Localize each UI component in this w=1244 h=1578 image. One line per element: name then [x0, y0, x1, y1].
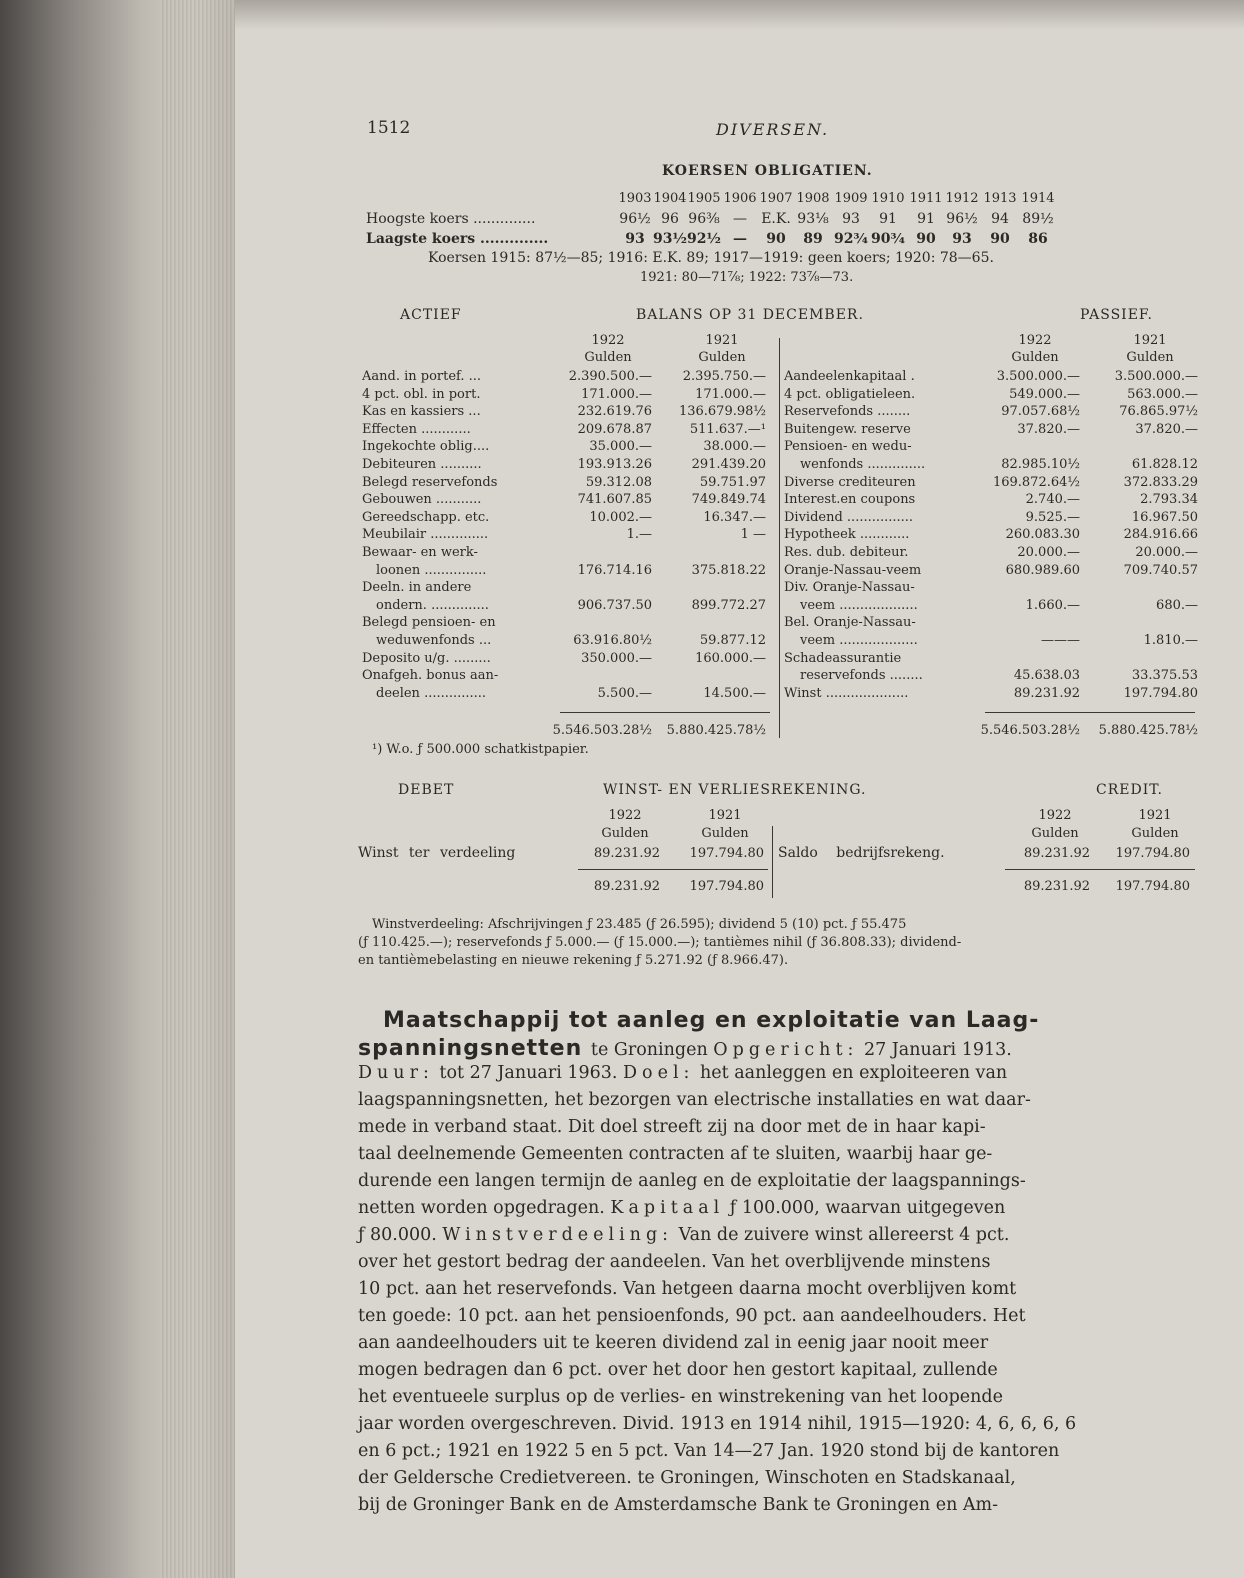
company-text-span: ten goede: 10 pct. aan het pensioenfonds, 90 pct. aan aandeelhouders. Het — [358, 1306, 1026, 1326]
company-text-line — [358, 1306, 1026, 1326]
company-text-line — [358, 1063, 1007, 1083]
passief-value-1921: 33.375.53 — [1131, 668, 1198, 683]
laagste-cell: 92¾ — [833, 231, 869, 247]
company-text-span: laagspanningsnetten, het bezorgen van electrische installaties en wat daar- — [358, 1090, 1031, 1110]
passief-label: reservefonds ........ — [800, 668, 923, 683]
year-cell: 1907 — [759, 191, 793, 206]
passief-value-1922: 9.525.— — [1025, 510, 1080, 525]
company-text-span: Van de zuivere winst allereerst 4 pct. — [673, 1225, 1010, 1245]
passief-year-a: 1922 — [1018, 333, 1052, 348]
passief-value-1922: 260.083.30 — [1005, 527, 1080, 542]
year-cell: 1904 — [653, 191, 687, 206]
page-top-shadow — [235, 0, 1244, 30]
laagste-cell: 90 — [916, 231, 936, 247]
laagste-cell: 93 — [625, 231, 645, 247]
actief-label: Gereedschapp. etc. — [362, 510, 490, 525]
passief-value-1921: 61.828.12 — [1131, 457, 1198, 472]
actief-year-b: 1921 — [705, 333, 739, 348]
passief-value-1921: 37.820.— — [1135, 422, 1198, 437]
actief-value-1922: 171.000.— — [581, 387, 652, 402]
actief-value-1921: 136.679.98½ — [678, 404, 766, 419]
passief-total-b: 5.880.425.78½ — [1098, 723, 1198, 738]
running-title: DIVERSEN. — [716, 120, 830, 139]
hoogste-cell: 91 — [879, 211, 897, 227]
laagste-label: Laagste koers .............. — [366, 231, 549, 247]
passief-value-1922: 1.660.— — [1025, 598, 1080, 613]
laagste-cell: 90 — [990, 231, 1010, 247]
winst-divider — [772, 826, 773, 898]
koersen-title: KOERSEN OBLIGATIEN. — [662, 163, 873, 179]
credit-total-a: 89.231.92 — [1023, 879, 1090, 894]
actief-value-1922: 1.— — [626, 527, 652, 542]
credit-row-label: Saldo bedrijfsrekeng. — [778, 845, 945, 861]
actief-unit-b: Gulden — [698, 350, 746, 365]
actief-value-1921: 14.500.— — [703, 686, 766, 701]
laagste-cell: 93 — [952, 231, 972, 247]
actief-label: ondern. .............. — [376, 598, 489, 613]
debet-unit-b: Gulden — [701, 826, 749, 841]
passief-total-rule — [985, 712, 1195, 713]
actief-year-a: 1922 — [591, 333, 625, 348]
passief-label: 4 pct. obligatieleen. — [784, 387, 916, 402]
passief-label: Bel. Oranje-Nassau- — [784, 615, 916, 630]
actief-label: Effecten ............ — [362, 422, 471, 437]
passief-label: Hypotheek ............ — [784, 527, 910, 542]
actief-label: Deposito u/g. ......... — [362, 651, 491, 666]
company-text-span: Opgericht: — [713, 1040, 859, 1060]
passief-value-1922: 3.500.000.— — [996, 369, 1080, 384]
company-text-span: mogen bedragen dan 6 pct. over het door hen gestort kapitaal, zullende — [358, 1360, 998, 1380]
actief-value-1922: 232.619.76 — [577, 404, 652, 419]
passief-label: Dividend ................ — [784, 510, 914, 525]
company-text-span: het aanleggen en exploiteeren van — [694, 1063, 1008, 1083]
company-text-span: taal deelnemende Gemeenten contracten af te sluiten, waarbij haar ge- — [358, 1144, 993, 1164]
year-cell: 1913 — [983, 191, 1017, 206]
passief-value-1921: 284.916.66 — [1123, 527, 1198, 542]
debet-year-b: 1921 — [708, 808, 742, 823]
actief-value-1921: 375.818.22 — [691, 563, 766, 578]
credit-year-a: 1922 — [1038, 808, 1072, 823]
passief-value-1921: 2.793.34 — [1140, 492, 1198, 507]
passief-label: Div. Oranje-Nassau- — [784, 580, 915, 595]
actief-label: Aand. in portef. ... — [362, 369, 482, 384]
actief-label: 4 pct. obl. in port. — [362, 387, 481, 402]
year-cell: 1914 — [1021, 191, 1055, 206]
winstverdeeling-line-1: Winstverdeeling: Afschrijvingen ƒ 23.485 (ƒ 26.595); dividend 5 (10) pct. ƒ 55.475 — [372, 917, 907, 932]
actief-value-1921: 59.877.12 — [699, 633, 766, 648]
company-text-span: Kapitaal — [610, 1198, 725, 1218]
company-text-span: het eventueele surplus op de verlies- en winstrekening van het loopende — [358, 1387, 1003, 1407]
passief-value-1922: 89.231.92 — [1013, 686, 1080, 701]
passief-value-1921: 76.865.97½ — [1119, 404, 1198, 419]
debet-unit-a: Gulden — [601, 826, 649, 841]
actief-label: Onafgeh. bonus aan- — [362, 668, 499, 683]
credit-row-a: 89.231.92 — [1023, 846, 1090, 861]
actief-value-1921: 291.439.20 — [691, 457, 766, 472]
company-text-span: ƒ 80.000. — [358, 1225, 443, 1245]
passief-value-1922: 97.057.68½ — [1001, 404, 1080, 419]
page-number: 1512 — [367, 118, 411, 138]
passief-label: Diverse crediteuren — [784, 475, 916, 490]
company-text-span: durende een langen termijn de aanleg en de exploitatie der laagspannings- — [358, 1171, 1026, 1191]
actief-label: Deeln. in andere — [362, 580, 472, 595]
company-text-span: 27 Januari 1913. — [858, 1040, 1012, 1060]
company-text-line — [358, 1414, 1076, 1434]
laagste-cell: — — [733, 231, 747, 247]
company-text-span: ƒ 100.000, waarvan uitgegeven — [724, 1198, 1006, 1218]
laagste-cell: 93½ — [652, 231, 688, 247]
actief-value-1922: 2.390.500.— — [568, 369, 652, 384]
actief-label: loonen ............... — [376, 563, 487, 578]
actief-value-1922: 63.916.80½ — [573, 633, 652, 648]
passief-label: Interest.en coupons — [784, 492, 916, 507]
passief-value-1921: 197.794.80 — [1123, 686, 1198, 701]
passief-value-1921: 709.740.57 — [1123, 563, 1198, 578]
actief-value-1922: 35.000.— — [589, 439, 652, 454]
passief-value-1922: 45.638.03 — [1013, 668, 1080, 683]
passief-unit-b: Gulden — [1126, 350, 1174, 365]
hoogste-cell: 96½ — [619, 211, 651, 227]
balans-divider — [779, 338, 780, 738]
debet-row-a: 89.231.92 — [593, 846, 660, 861]
company-text-span: mede in verband staat. Dit doel streeft zij na door met de in haar kapi- — [358, 1117, 986, 1137]
year-cell: 1908 — [796, 191, 830, 206]
hoogste-cell: 94 — [991, 211, 1009, 227]
actief-value-1922: 350.000.— — [581, 651, 652, 666]
laagste-cell: 89 — [803, 231, 823, 247]
passief-value-1921: 16.967.50 — [1131, 510, 1198, 525]
company-text-span: netten worden opgedragen. — [358, 1198, 611, 1218]
passief-value-1922: 680.989.60 — [1005, 563, 1080, 578]
page-edges — [160, 0, 235, 1578]
company-text-span: bij de Groninger Bank en de Amsterdamsche Bank te Groningen en Am- — [358, 1495, 999, 1515]
company-text-line — [358, 1252, 990, 1272]
actief-value-1921: 160.000.— — [695, 651, 766, 666]
actief-label: Debiteuren .......... — [362, 457, 482, 472]
actief-total-rule — [560, 712, 770, 713]
actief-label: ACTIEF — [400, 307, 462, 323]
company-text-span: en 6 pct.; 1921 en 1922 5 en 5 pct. Van 14—27 Jan. 1920 stond bij de kantoren — [358, 1441, 1060, 1461]
passief-label: PASSIEF. — [1080, 307, 1153, 323]
passief-label: veem ................... — [800, 633, 918, 648]
actief-label: Gebouwen ........... — [362, 492, 482, 507]
winst-title: WINST- EN VERLIESREKENING. — [603, 782, 867, 798]
hoogste-cell: 93 — [842, 211, 860, 227]
credit-label: CREDIT. — [1096, 782, 1163, 798]
passief-value-1921: 3.500.000.— — [1114, 369, 1198, 384]
company-text-span: Duur: — [358, 1063, 434, 1083]
year-cell: 1909 — [834, 191, 868, 206]
debet-total-b: 197.794.80 — [689, 879, 764, 894]
passief-value-1922: 2.740.— — [1025, 492, 1080, 507]
passief-label: veem ................... — [800, 598, 918, 613]
year-cell: 1912 — [945, 191, 979, 206]
actief-value-1922: 741.607.85 — [577, 492, 652, 507]
actief-value-1921: 2.395.750.— — [682, 369, 766, 384]
actief-label: weduwenfonds ... — [376, 633, 492, 648]
company-text-line — [358, 1144, 992, 1164]
company-text-line — [358, 1225, 1009, 1245]
company-text-line — [358, 1171, 1026, 1191]
actief-value-1922: 193.913.26 — [577, 457, 652, 472]
company-text-span: jaar worden overgeschreven. Divid. 1913 en 1914 nihil, 1915—1920: 4, 6, 6, 6, 6 — [358, 1414, 1077, 1434]
actief-value-1922: 176.714.16 — [577, 563, 652, 578]
hoogste-label: Hoogste koers .............. — [366, 211, 536, 227]
passief-value-1922: 549.000.— — [1009, 387, 1080, 402]
actief-total-b: 5.880.425.78½ — [666, 723, 766, 738]
passief-label: Res. dub. debiteur. — [784, 545, 909, 560]
passief-label: Aandeelenkapitaal . — [784, 369, 915, 384]
credit-year-b: 1921 — [1138, 808, 1172, 823]
actief-value-1922: 906.737.50 — [577, 598, 652, 613]
company-text-span: Winstverdeeling: — [442, 1225, 674, 1245]
company-text-line — [358, 1441, 1059, 1461]
actief-value-1921: 16.347.— — [703, 510, 766, 525]
actief-value-1922: 59.312.08 — [585, 475, 652, 490]
passief-value-1922: 82.985.10½ — [1001, 457, 1080, 472]
actief-value-1922: 5.500.— — [597, 686, 652, 701]
actief-total-a: 5.546.503.28½ — [552, 723, 652, 738]
company-text-line — [358, 1333, 988, 1353]
hoogste-cell: — — [733, 211, 747, 227]
actief-label: Meubilair .............. — [362, 527, 489, 542]
hoogste-cell: 96⅜ — [688, 211, 720, 227]
laagste-cell: 90 — [766, 231, 786, 247]
actief-value-1922: 209.678.87 — [577, 422, 652, 437]
passief-value-1921: 20.000.— — [1135, 545, 1198, 560]
company-text-line — [358, 1468, 1016, 1488]
company-text-span: 10 pct. aan het reservefonds. Van hetgeen daarna mocht overblijven komt — [358, 1279, 1017, 1299]
actief-value-1921: 749.849.74 — [691, 492, 766, 507]
company-text-line — [358, 1279, 1016, 1299]
balans-title: BALANS OP 31 DECEMBER. — [636, 307, 864, 323]
passief-label: Oranje-Nassau-veem — [784, 563, 922, 578]
passief-value-1922: 20.000.— — [1017, 545, 1080, 560]
passief-year-b: 1921 — [1133, 333, 1167, 348]
actief-value-1921: 38.000.— — [703, 439, 766, 454]
debet-total-a: 89.231.92 — [593, 879, 660, 894]
actief-label: Bewaar- en werk- — [362, 545, 478, 560]
company-text-line — [358, 1036, 1012, 1061]
debet-label: DEBET — [398, 782, 455, 798]
actief-value-1922: 10.002.— — [589, 510, 652, 525]
company-text-span: tot 27 Januari 1963. — [433, 1063, 624, 1083]
year-cell: 1911 — [909, 191, 943, 206]
actief-value-1921: 511.637.—¹ — [689, 422, 766, 437]
laagste-cell: 86 — [1028, 231, 1048, 247]
debet-year-a: 1922 — [608, 808, 642, 823]
koersen-line2: 1921: 80—71⅞; 1922: 73⅞—73. — [640, 270, 854, 285]
passief-label: Winst .................... — [784, 686, 909, 701]
passief-value-1922: 37.820.— — [1017, 422, 1080, 437]
company-text-line — [358, 1198, 1005, 1218]
koersen-line1: Koersen 1915: 87½—85; 1916: E.K. 89; 1917—1919: geen koers; 1920: 78—65. — [428, 250, 994, 266]
credit-unit-b: Gulden — [1131, 826, 1179, 841]
actief-value-1921: 899.772.27 — [691, 598, 766, 613]
year-cell: 1910 — [871, 191, 905, 206]
company-text-span: over het gestort bedrag der aandeelen. Van het overblijvende minstens — [358, 1252, 991, 1272]
passief-label: Reservefonds ........ — [784, 404, 911, 419]
passief-label: Schadeassurantie — [784, 651, 902, 666]
passief-value-1922: 169.872.64½ — [992, 475, 1080, 490]
company-text-span: aan aandeelhouders uit te keeren dividend zal in eenig jaar nooit meer — [358, 1333, 989, 1353]
hoogste-cell: 96 — [661, 211, 679, 227]
actief-label: Belegd reservefonds — [362, 475, 498, 490]
credit-unit-a: Gulden — [1031, 826, 1079, 841]
actief-unit-a: Gulden — [584, 350, 632, 365]
debet-row-label: Winst ter verdeeling — [358, 845, 516, 861]
hoogste-cell: 89½ — [1022, 211, 1054, 227]
year-cell: 1905 — [687, 191, 721, 206]
passief-value-1921: 680.— — [1156, 598, 1198, 613]
company-name-line1: Maatschappij tot aanleg en exploitatie van Laag- — [383, 1008, 1040, 1033]
passief-unit-a: Gulden — [1011, 350, 1059, 365]
year-cell: 1906 — [723, 191, 757, 206]
company-text-line — [358, 1360, 998, 1380]
year-cell: 1903 — [618, 191, 652, 206]
actief-label: Ingekochte oblig.... — [362, 439, 490, 454]
debet-row-b: 197.794.80 — [689, 846, 764, 861]
actief-value-1921: 1 — — [740, 527, 766, 542]
hoogste-cell: 93⅛ — [797, 211, 829, 227]
company-text-span: Doel: — [623, 1063, 695, 1083]
actief-label: Belegd pensioen- en — [362, 615, 496, 630]
passief-value-1921: 1.810.— — [1143, 633, 1198, 648]
company-text-line — [358, 1117, 986, 1137]
hoogste-cell: 96½ — [946, 211, 978, 227]
company-name-line2: spanningsnetten — [358, 1036, 591, 1061]
actief-value-1921: 59.751.97 — [699, 475, 766, 490]
laagste-cell: 90¾ — [870, 231, 906, 247]
actief-value-1921: 171.000.— — [695, 387, 766, 402]
hoogste-cell: E.K. — [761, 211, 791, 227]
winstverdeeling-line-2: (ƒ 110.425.—); reservefonds ƒ 5.000.— (ƒ 15.000.—); tantièmes nihil (ƒ 36.808.33); dividend- — [358, 935, 962, 950]
passief-value-1921: 563.000.— — [1127, 387, 1198, 402]
company-text-line — [358, 1387, 1003, 1407]
passief-value-1921: 372.833.29 — [1123, 475, 1198, 490]
winstverdeeling-line-3: en tantièmebelasting en nieuwe rekening ƒ 5.271.92 (ƒ 8.966.47). — [358, 953, 789, 968]
credit-total-rule — [1005, 869, 1195, 870]
laagste-cell: 92½ — [686, 231, 722, 247]
passief-value-1922: ——— — [1041, 633, 1080, 648]
balans-footnote: ¹) W.o. ƒ 500.000 schatkistpapier. — [372, 742, 589, 757]
passief-label: Pensioen- en wedu- — [784, 439, 912, 454]
company-text-span: te Groningen — [590, 1040, 714, 1060]
debet-total-rule — [578, 869, 768, 870]
passief-label: Buitengew. reserve — [784, 422, 911, 437]
passief-total-a: 5.546.503.28½ — [980, 723, 1080, 738]
hoogste-cell: 91 — [917, 211, 935, 227]
company-text-span: der Geldersche Credietvereen. te Groningen, Winschoten en Stadskanaal, — [358, 1468, 1016, 1488]
actief-label: deelen ............... — [376, 686, 487, 701]
actief-label: Kas en kassiers ... — [362, 404, 481, 419]
company-text-line — [358, 1495, 998, 1515]
credit-total-b: 197.794.80 — [1115, 879, 1190, 894]
company-text-line — [358, 1090, 1031, 1110]
passief-label: wenfonds .............. — [800, 457, 926, 472]
credit-row-b: 197.794.80 — [1115, 846, 1190, 861]
